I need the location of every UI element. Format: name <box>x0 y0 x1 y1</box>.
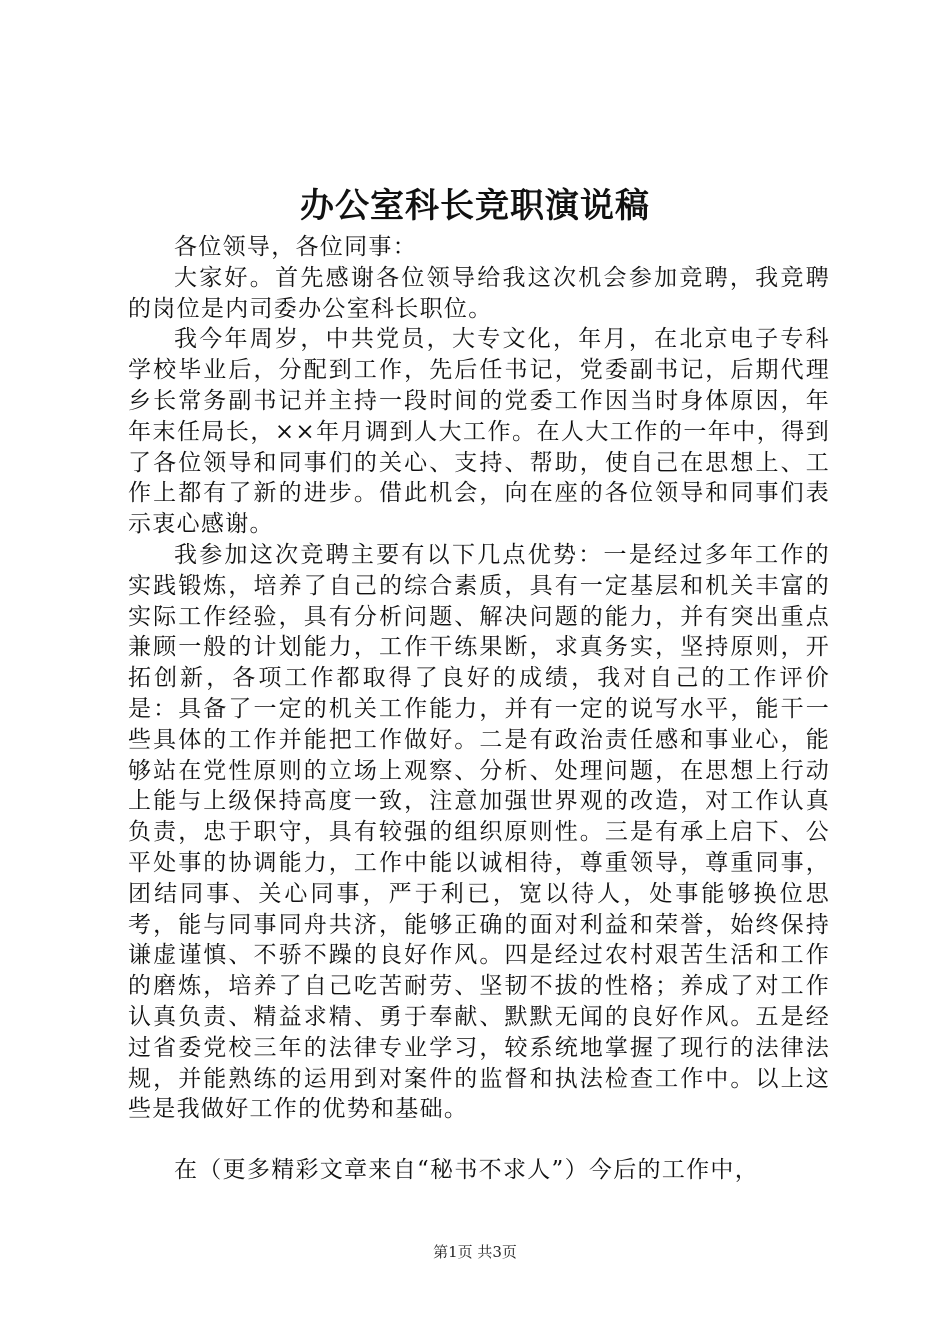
paragraph-2: 我今年周岁，中共党员，大专文化，年月，在北京电子专科学校毕业后，分配到工作，先后任书记，党委副书记，后期代理乡长常务副书记并主持一段时间的党委工作因当时身体原因，年年末任局长，××年月调到人大工作。在人大工作的一年中，得到了各位领导和同事们的关心、支持、帮助，使自己在思想上、工作上都有了新的进步。借此机会，向在座的各位领导和同事们表示衷心感谢。 <box>128 326 830 538</box>
paragraph-4: 在（更多精彩文章来自“秘书不求人”）今后的工作中， <box>174 1157 760 1184</box>
paragraph-1: 大家好。首先感谢各位领导给我这次机会参加竞聘，我竞聘的岗位是内司委办公室科长职位。 <box>128 264 830 322</box>
page-number: 第1页 共3页 <box>433 1243 517 1261</box>
paragraph-3: 我参加这次竞聘主要有以下几点优势：一是经过多年工作的实践锻炼，培养了自己的综合素质，具有一定基层和机关丰富的实际工作经验，具有分析问题、解决问题的能力，并有突出重点兼顾一般的计划能力，工作干练果断，求真务实，坚持原则，开拓创新，各项工作都取得了良好的成绩，我对自己的工作评价是：具备了一定的机关工作能力，并有一定的说写水平，能干一些具体的工作并能把工作做好。二是有政治责任感和事业心，能够站在党性原则的立场上观察、分析、处理问题，在思想上行动上能与上级保持高度一致，注意加强世界观的改造，对工作认真负责，忠于职守，具有较强的组织原则性。三是有承上启下、公平处事的协调能力，工作中能以诚相待，尊重领导，尊重同事，团结同事、关心同事，严于利已，宽以待人，处事能够换位思考，能与同事同舟共济，能够正确的面对利益和荣誉，始终保持谦虚谨慎、不骄不躁的良好作风。四是经过农村艰苦生活和工作的磨炼，培养了自己吃苦耐劳、坚韧不拔的性格；养成了对工作认真负责、精益求精、勇于奉献、默默无闻的良好作风。五是经过省委党校三年的法律专业学习，较系统地掌握了现行的法律法规，并能熟练的运用到对案件的监督和执法检查工作中。以上这些是我做好工作的优势和基础。 <box>128 541 830 1123</box>
salutation: 各位领导，各位同事： <box>174 234 417 260</box>
document-body <box>128 232 830 1186</box>
document-title: 办公室科长竞职演说稿 <box>300 186 650 226</box>
